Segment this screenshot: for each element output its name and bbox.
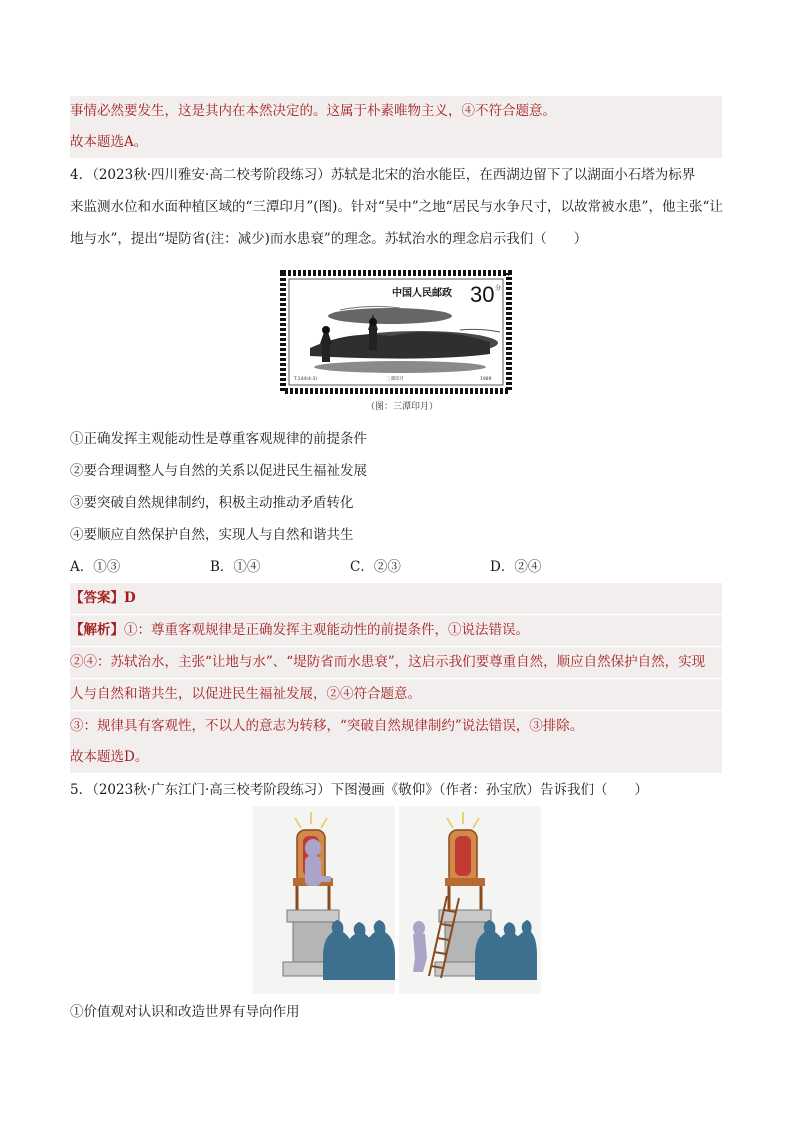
stamp-code	[293, 376, 317, 382]
svg-text:三潭印月: 三潭印月	[386, 377, 404, 382]
q4-analysis-2b: 人与自然和谐共生，以促进民生福祉发展，②④符合题意。	[70, 679, 722, 710]
svg-text:T.144(4-3): T.144(4-3)	[294, 377, 318, 382]
option-b: B．①④	[210, 559, 261, 575]
stamp-value	[470, 282, 494, 307]
q4-answer: 【答案】D	[70, 583, 722, 614]
option-a: A．①③	[70, 559, 121, 575]
stamp-country-text	[392, 286, 452, 299]
option-c: C．②③	[350, 559, 401, 575]
q4-analysis-3: ③：规律具有客观性，不以人的意志为转移，“突破自然规律制约”说法错误，③排除。	[70, 711, 722, 742]
q4-options	[70, 552, 722, 583]
analysis-label: 【解析】	[70, 622, 124, 638]
q5-stem: 5．（2023秋·广东江门·高三校考阶段练习）下图漫画《敬仰》（作者：孙宝欣）告诉我们（ ）	[70, 782, 649, 798]
svg-text:1989: 1989	[480, 377, 492, 382]
svg-text:中国人民邮政: 中国人民邮政	[392, 288, 452, 299]
stamp-unit	[495, 284, 501, 292]
stamp-name	[386, 375, 404, 382]
q4-stem-line2: 来监测水位和水面种植区域的“三潭印月”(图)。针对“吴中”之地“居民与水争尺寸，以故常被水患”，他主张“让	[70, 199, 723, 215]
stamp-caption: （图：三潭印月）	[366, 402, 439, 412]
q4-analysis-1: 【解析】①：尊重客观规律是正确发挥主观能动性的前提条件，①说法错误。	[70, 615, 722, 646]
q4-conclusion: 故本题选D。	[70, 742, 722, 773]
q5-item-1: ①价值观对认识和改造世界有导向作用	[70, 1004, 300, 1020]
q4-item-1: ①正确发挥主观能动性是尊重客观规律的前提条件	[70, 431, 367, 447]
q4-item-3: ③要突破自然规律制约，积极主动推动矛盾转化	[70, 495, 354, 511]
q4-item-2: ②要合理调整人与自然的关系以促进民生福祉发展	[70, 463, 367, 479]
q4-item-4: ④要顺应自然保护自然，实现人与自然和谐共生	[70, 527, 354, 543]
cartoon-image	[253, 806, 541, 994]
svg-text:分: 分	[495, 285, 502, 292]
q3-explanation-line: 事情必然要发生，这是其内在本然决定的。这属于朴素唯物主义，④不符合题意。	[70, 96, 722, 127]
svg-text:30: 30	[470, 282, 495, 307]
q4-analysis-2a: ②④：苏轼治水，主张“让地与水”、“堤防省而水患衰”，这启示我们要尊重自然，顺应自然保护自然，实现	[70, 647, 722, 678]
q3-conclusion: 故本题选A。	[70, 127, 722, 158]
stamp-image	[280, 270, 512, 394]
q4-stem-line3: 地与水”，提出“堤防省(注：减少)而水患衰”的理念。苏轼治水的理念启示我们（ ）	[70, 231, 588, 247]
q4-stem-line1: 4．（2023秋·四川雅安·高二校考阶段练习）苏轼是北宋的治水能臣，在西湖边留下了以湖面小石塔为标界	[70, 167, 696, 183]
option-d: D．②④	[490, 559, 542, 575]
stamp-year	[480, 376, 492, 382]
